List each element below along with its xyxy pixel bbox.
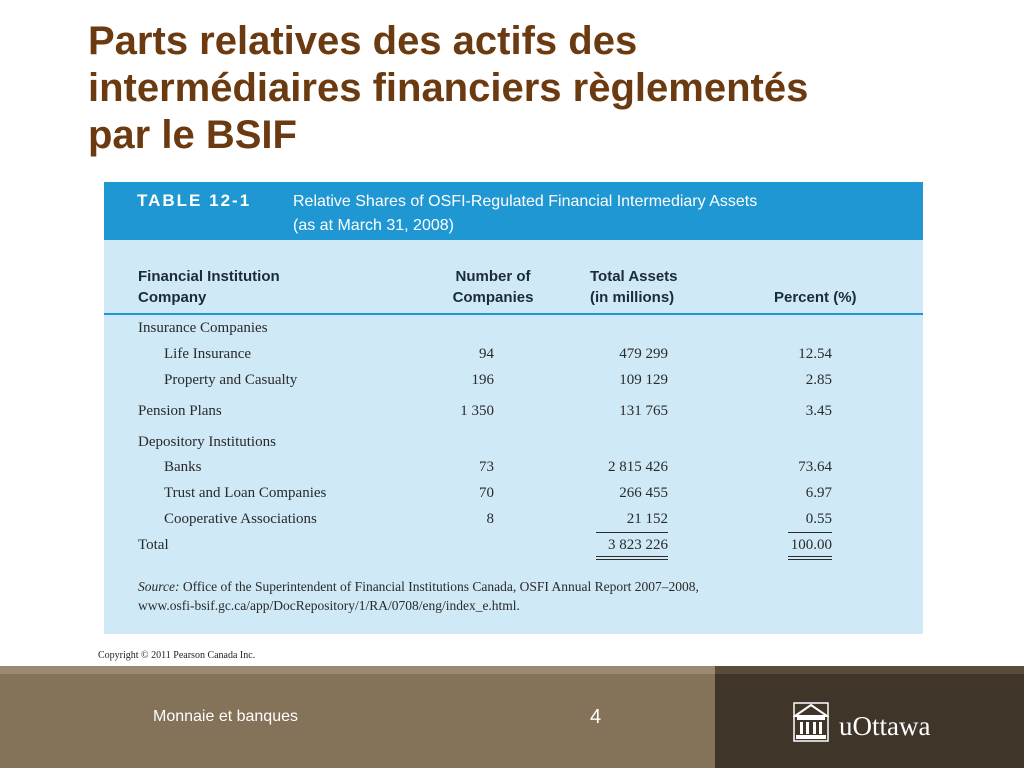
subtotal-rule-percent [788, 532, 832, 533]
row-percent: 6.97 [805, 485, 832, 501]
row-percent: 3.45 [805, 403, 832, 419]
row-count: 196 [471, 372, 494, 388]
row-assets: 109 129 [619, 372, 668, 388]
table-row [104, 459, 923, 481]
column-header-institution [138, 266, 280, 308]
table-caption-line-1: Relative Shares of OSFI-Regulated Financial Intermediary Assets [293, 193, 758, 210]
column-header-institution-line-1: Financial Institution [138, 268, 280, 285]
subtotal-rule-assets [596, 532, 668, 533]
total-rule-percent-2 [788, 559, 832, 560]
row-count: 1 350 [460, 403, 494, 419]
row-label: Banks [164, 459, 202, 475]
row-assets: 266 455 [619, 485, 668, 501]
row-percent: 100.00 [790, 537, 832, 553]
row-count: 94 [479, 346, 494, 362]
row-label: Trust and Loan Companies [164, 485, 327, 501]
row-percent: 73.64 [798, 459, 832, 475]
table-row [104, 403, 923, 425]
copyright-note: Copyright © 2011 Pearson Canada Inc. [98, 650, 256, 661]
slide-title-line-1: Parts relatives des actifs des [88, 19, 638, 63]
table-number: TABLE 12-1 [137, 191, 252, 210]
slide-title-line-2: intermédiaires financiers règlementés [88, 66, 809, 110]
table-row [104, 372, 923, 394]
column-header-count-line-1: Number of [455, 268, 531, 285]
row-label: Life Insurance [164, 346, 252, 362]
row-percent: 0.55 [805, 511, 832, 527]
column-header-assets-line-1: Total Assets [590, 268, 678, 285]
column-header-institution-line-2: Company [138, 289, 207, 306]
total-rule-percent-1 [788, 556, 832, 557]
source-label: Source: [138, 579, 180, 594]
footer-course-title: Monnaie et banques [153, 708, 298, 725]
column-header-assets [590, 266, 678, 308]
column-header-count [442, 266, 544, 308]
row-percent: 12.54 [798, 346, 832, 362]
table-row [104, 434, 923, 456]
source-note [138, 577, 898, 615]
source-text: Office of the Superintendent of Financial Institutions Canada, OSFI Annual Report 2007–2008, [182, 579, 699, 594]
row-assets: 3 823 226 [608, 537, 668, 553]
column-header-percent: Percent (%) [774, 289, 857, 306]
row-count: 70 [479, 485, 494, 501]
row-assets: 131 765 [619, 403, 668, 419]
slide-title [88, 18, 988, 159]
total-rule-assets-2 [596, 559, 668, 560]
row-label: Total [138, 537, 169, 553]
source-line-1 [138, 577, 898, 596]
table-row [104, 511, 923, 533]
row-assets: 479 299 [619, 346, 668, 362]
row-label: Property and Casualty [164, 372, 298, 388]
row-count: 73 [479, 459, 494, 475]
uottawa-logo-text: uOttawa [839, 711, 931, 741]
table-header-band [104, 182, 923, 240]
university-building-icon [793, 702, 829, 747]
source-url: www.osfi-bsif.gc.ca/app/DocRepository/1/RA/0708/eng/index_e.html. [138, 598, 520, 613]
footer-bar [0, 666, 1024, 768]
footer-logo-area [715, 666, 1024, 768]
row-assets: 21 152 [626, 511, 668, 527]
table-caption [293, 190, 757, 238]
total-rule-assets-1 [596, 556, 668, 557]
row-assets: 2 815 426 [608, 459, 668, 475]
table-panel [104, 182, 923, 634]
header-rule [104, 313, 923, 315]
table-row [104, 485, 923, 507]
row-label: Cooperative Associations [164, 511, 317, 527]
column-header-count-line-2: Companies [452, 289, 534, 306]
column-header-assets-line-2: (in millions) [590, 289, 675, 306]
footer-page-number: 4 [590, 706, 602, 728]
slide-title-line-3: par le BSIF [88, 113, 297, 157]
table-caption-line-2: (as at March 31, 2008) [293, 217, 454, 234]
table-row [104, 320, 923, 342]
row-count: 8 [486, 511, 494, 527]
row-label: Insurance Companies [138, 320, 268, 336]
row-percent: 2.85 [805, 372, 832, 388]
row-label: Pension Plans [138, 403, 222, 419]
table-row [104, 346, 923, 368]
footer-logo-topline [715, 666, 1024, 674]
row-label: Depository Institutions [138, 434, 276, 450]
